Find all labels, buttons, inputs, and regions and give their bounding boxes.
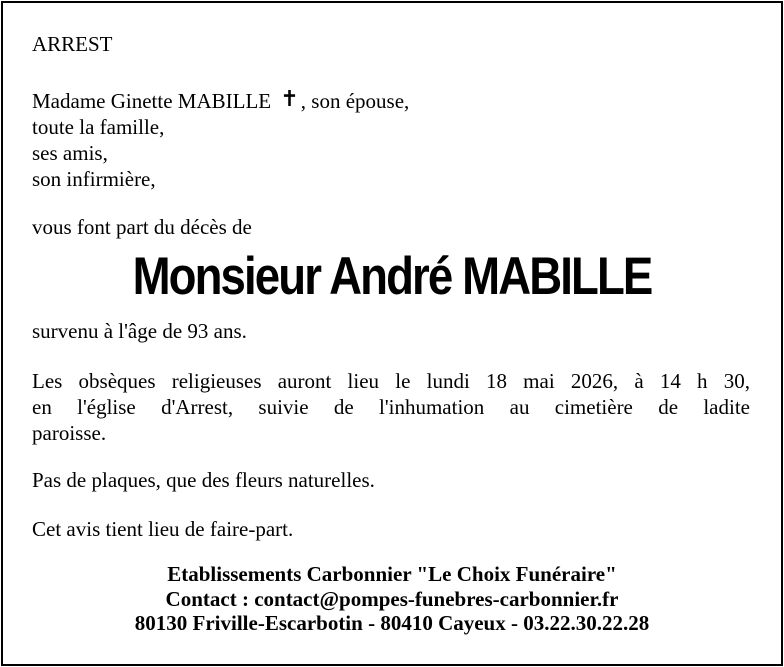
address-line: 80130 Friville-Escarbotin - 80410 Cayeux - 03.22.30.22.28 — [134, 611, 650, 635]
location-heading: ARREST — [32, 32, 113, 56]
age-text: survenu à l'âge de 93 ans. — [32, 319, 247, 343]
closing-text: Cet avis tient lieu de faire-part. — [32, 517, 294, 541]
announce-text: vous font part du décès de — [32, 215, 252, 239]
deceased-name: Monsieur André MABILLE — [132, 247, 652, 306]
funeral-company: Etablissements Carbonnier "Le Choix Funéraire" — [167, 562, 617, 586]
spouse-relation: , son épouse, — [300, 89, 410, 113]
funeral-line: Les obsèques religieuses auront lieu le lundi 18 mai 2026, à 14 h 30, — [32, 369, 750, 393]
spouse-name: Madame Ginette MABILLE — [32, 89, 272, 113]
contact-line: Contact : contact@pompes-funebres-carbonnier.fr — [165, 587, 619, 611]
family-line-family: toute la famille, — [32, 115, 165, 139]
funeral-line: en l'église d'Arrest, suivie de l'inhumation au cimetière de ladite — [32, 395, 750, 419]
funeral-paragraph — [32, 368, 750, 420]
family-line-nurse: son infirmière, — [32, 167, 156, 191]
family-line-spouse — [32, 88, 409, 114]
funeral-line-last: paroisse. — [32, 421, 107, 445]
cross-icon: ✝ — [280, 87, 299, 112]
flowers-text: Pas de plaques, que des fleurs naturelles. — [32, 468, 375, 492]
family-line-friends: ses amis, — [32, 141, 108, 165]
